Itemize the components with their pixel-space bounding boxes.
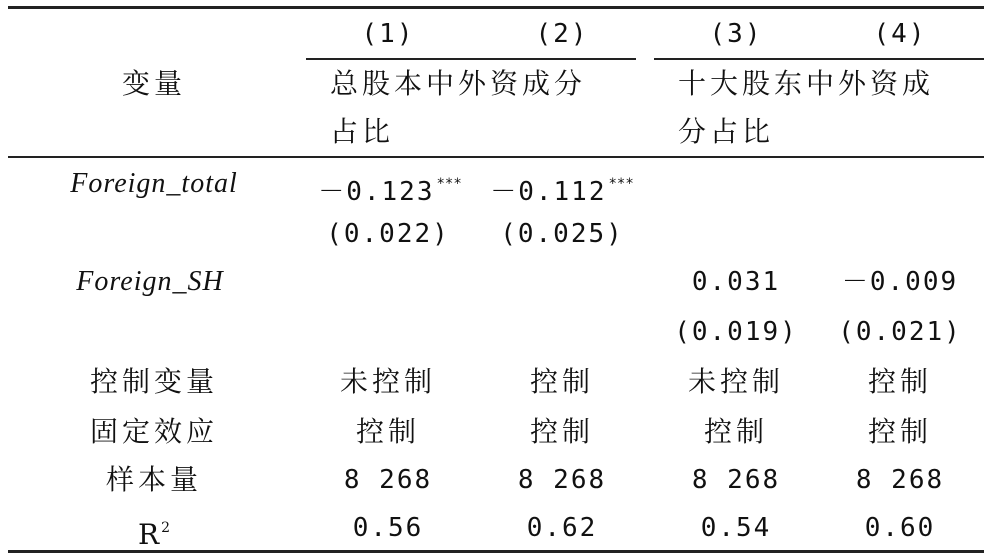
column-header-2: (2) <box>535 19 589 49</box>
group2-rule <box>654 58 984 60</box>
top-rule <box>8 6 984 9</box>
row-label-foreign-total: Foreign_total <box>70 168 238 199</box>
cell-foreign-total-1: －0.123 *** <box>318 176 462 207</box>
cell-controls-4: 控制 <box>867 365 933 398</box>
cell-fixed-effects-2: 控制 <box>529 415 595 448</box>
group1-header-line1: 总股本中外资成分 <box>330 67 587 100</box>
header-rule <box>8 156 984 158</box>
cell-sample-size-1: 8 268 <box>343 465 433 495</box>
significance-stars: *** <box>608 176 634 192</box>
cell-se-sh-4: (0.021) <box>838 317 962 347</box>
row-label-foreign-sh: Foreign_SH <box>76 266 224 297</box>
cell-controls-2: 控制 <box>529 365 595 398</box>
row-label-fixed-effects: 固定效应 <box>89 415 219 448</box>
cell-r-squared-3: 0.54 <box>700 513 772 543</box>
cell-fixed-effects-4: 控制 <box>867 415 933 448</box>
cell-fixed-effects-3: 控制 <box>703 415 769 448</box>
variable-header: 变量 <box>121 67 187 100</box>
cell-r-squared-2: 0.62 <box>526 513 598 543</box>
cell-sample-size-2: 8 268 <box>517 465 607 495</box>
group2-header-line2: 分占比 <box>678 115 775 148</box>
cell-se-total-2: (0.025) <box>500 219 624 249</box>
cell-foreign-sh-3: 0.031 <box>691 267 781 297</box>
cell-se-sh-3: (0.019) <box>674 317 798 347</box>
cell-foreign-total-2: －0.112 *** <box>490 176 634 207</box>
r-squared-superscript: 2 <box>161 520 171 536</box>
cell-foreign-sh-4: －0.009 <box>841 267 959 297</box>
cell-fixed-effects-1: 控制 <box>355 415 421 448</box>
row-label-r-squared: R $^2$ <box>137 518 171 551</box>
cell-sample-size-3: 8 268 <box>691 465 781 495</box>
cell-controls-1: 未控制 <box>339 365 437 398</box>
column-header-1: (1) <box>361 19 415 49</box>
cell-controls-3: 未控制 <box>687 365 785 398</box>
group1-rule <box>306 58 636 60</box>
cell-sample-size-4: 8 268 <box>855 465 945 495</box>
cell-se-total-1: (0.022) <box>326 219 450 249</box>
row-label-controls: 控制变量 <box>89 365 219 398</box>
cell-r-squared-4: 0.60 <box>864 513 936 543</box>
group1-header-line2: 占比 <box>330 115 395 148</box>
column-header-3: (3) <box>709 19 763 49</box>
significance-stars: *** <box>436 176 462 192</box>
column-header-4: (4) <box>873 19 927 49</box>
group2-header-line1: 十大股东中外资成 <box>678 67 935 100</box>
cell-r-squared-1: 0.56 <box>352 513 424 543</box>
row-label-sample-size: 样本量 <box>105 463 203 496</box>
